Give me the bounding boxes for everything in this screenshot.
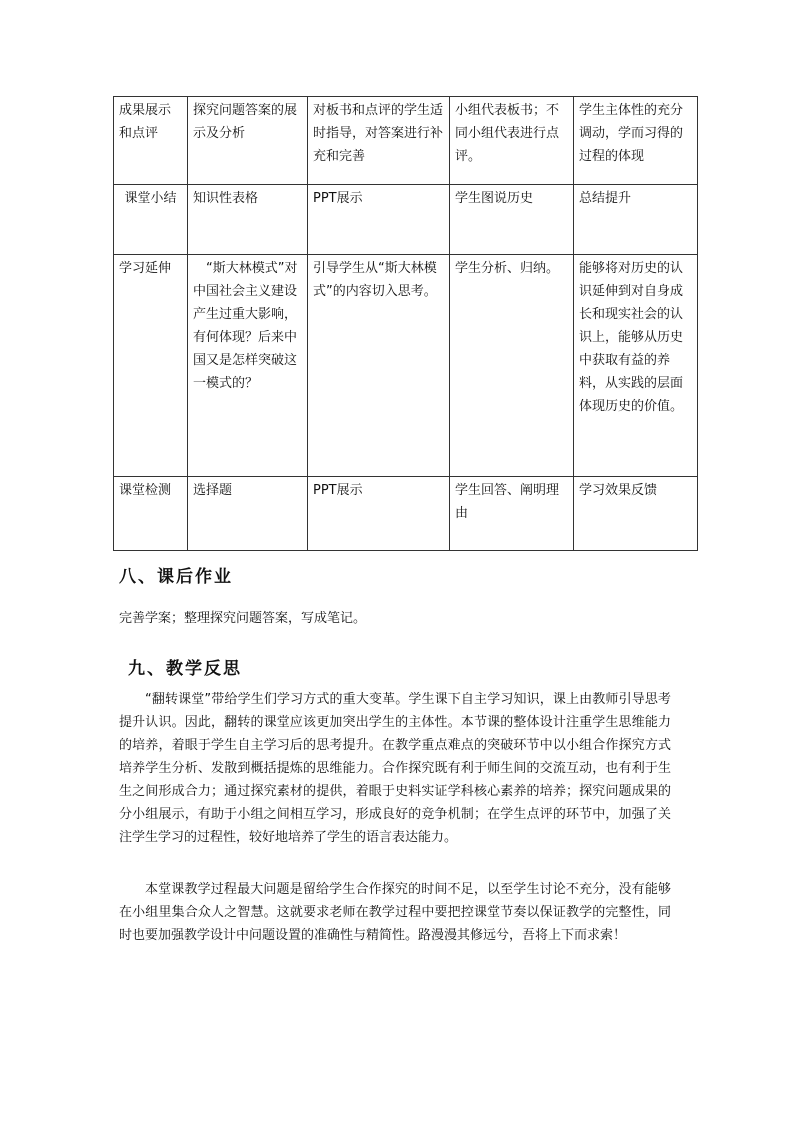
student-activity-cell: 学生回答、阐明理由 [450, 477, 574, 551]
teacher-activity-cell: 引导学生从“斯大林模式”的内容切入思考。 [308, 255, 450, 477]
design-intent-cell: 能够将对历史的认识延伸到对自身成长和现实社会的认识上，能够从历史中获取有益的养料，从实践的层面体现历史的价值。 [574, 255, 698, 477]
teacher-activity-cell: 对板书和点评的学生适时指导，对答案进行补充和完善 [308, 97, 450, 185]
design-intent-cell: 学习效果反馈 [574, 477, 698, 551]
lesson-plan-table [113, 96, 698, 551]
reflection-paragraph-2: 本堂课教学过程最大问题是留给学生合作探究的时间不足，以至学生讨论不充分，没有能够在小组里集合众人之智慧。这就要求老师在教学过程中要把控课堂节奏以保证教学的完整性，同时也要加强教学设计中问题设置的准确性与精简性。路漫漫其修远兮，吾将上下而求索！ [119, 882, 671, 943]
teacher-activity-cell: PPT展示 [308, 477, 450, 551]
content-cell: 探究问题答案的展示及分析 [188, 97, 308, 185]
stage-cell: 学习延伸 [114, 255, 188, 477]
table-row [114, 185, 698, 255]
student-activity-cell: 学生图说历史 [450, 185, 574, 255]
student-activity-cell: 学生分析、归纳。 [450, 255, 574, 477]
reflection-paragraph-1: “翻转课堂”带给学生们学习方式的重大变革。学生课下自主学习知识，课上由教师引导思考提升认识。因此，翻转的课堂应该更加突出学生的主体性。本节课的整体设计注重学生思维能力的培养，着眼于学生自主学习后的思考提升。在教学重点难点的突破环节中以小组合作探究方式培养学生分析、发散到概括提炼的思维能力。合作探究既有利于师生间的交流互动，也有利于生生之间形成合力；通过探究素材的提供，着眼于史料实证学科核心素养的培养；探究问题成果的分小组展示，有助于小组之间相互学习，形成良好的竞争机制；在学生点评的环节中，加强了关注学生学习的过程性，较好地培养了学生的语言表达能力。 [119, 692, 671, 845]
table-row [114, 255, 698, 477]
stage-cell: 课堂检测 [114, 477, 188, 551]
teacher-activity-cell: PPT展示 [308, 185, 450, 255]
stage-cell: 成果展示和点评 [114, 97, 188, 185]
student-activity-cell: 小组代表板书；不同小组代表进行点评。 [450, 97, 574, 185]
content-cell: 选择题 [188, 477, 308, 551]
homework-heading: 八、课后作业 [119, 567, 233, 587]
stage-cell: 课堂小结 [114, 185, 188, 255]
content-cell: 知识性表格 [188, 185, 308, 255]
design-intent-cell: 总结提升 [574, 185, 698, 255]
table-row [114, 97, 698, 185]
content-cell: “斯大林模式”对中国社会主义建设产生过重大影响，有何体现？后来中国又是怎样突破这一模式的？ [188, 255, 308, 477]
homework-text: 完善学案；整理探究问题答案，写成笔记。 [119, 611, 367, 626]
design-intent-cell: 学生主体性的充分调动，学而习得的过程的体现 [574, 97, 698, 185]
reflection-heading: 九、教学反思 [128, 659, 242, 679]
table-row [114, 477, 698, 551]
